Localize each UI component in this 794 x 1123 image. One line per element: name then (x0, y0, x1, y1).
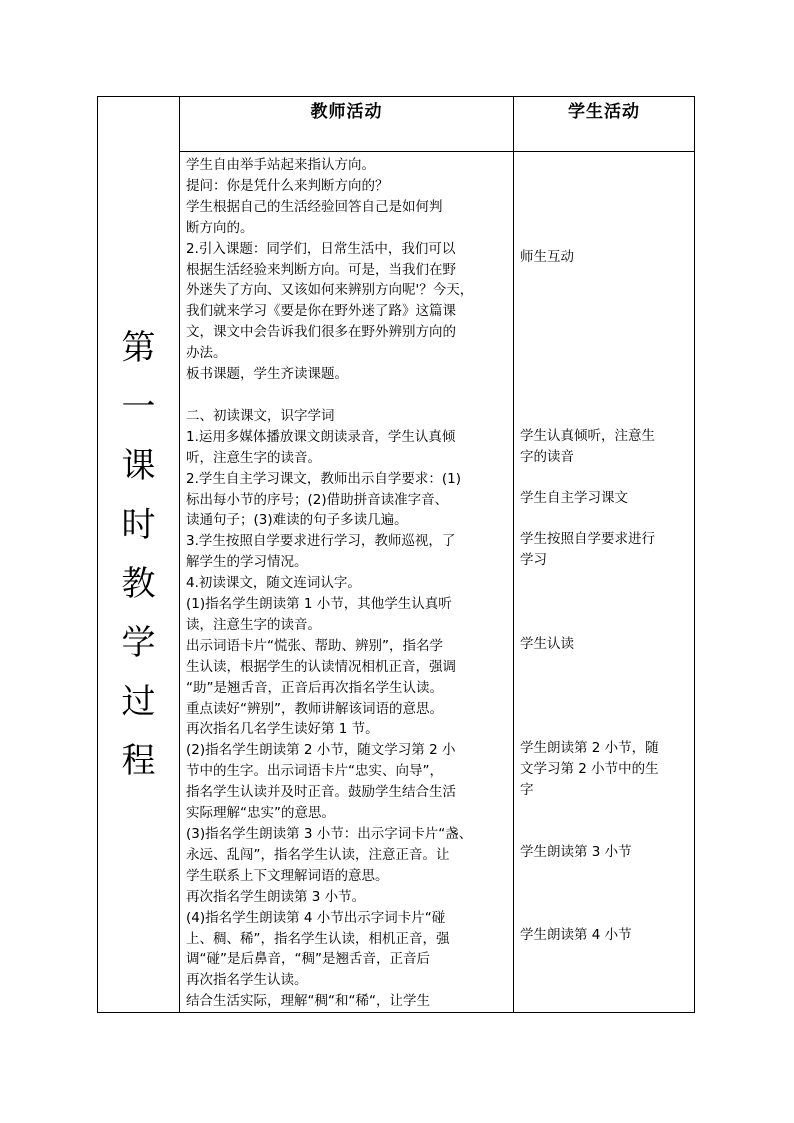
student-activity-line: 学生按照自学要求进行 (520, 531, 655, 547)
student-activity-item (520, 738, 684, 801)
student-activity-line: 文学习第 2 小节中的生 (520, 760, 659, 777)
student-activity-item (520, 925, 684, 946)
side-title-char: 过 (121, 681, 156, 722)
teacher-line (186, 385, 509, 406)
teacher-line: 听，注意生字的读音。 (186, 449, 321, 466)
student-activity-line: 字 (520, 781, 534, 798)
teacher-line: 根据生活经验来判断方向。可是，当我们在野 (186, 261, 456, 278)
teacher-line: 解学生的学习情况。 (186, 554, 308, 571)
side-title-cell (98, 97, 180, 1013)
teacher-line: 再次指名几名学生读好第 1 节。 (186, 721, 379, 738)
student-activity-item (520, 842, 684, 863)
teacher-line: 学生根据自己的生活经验回答自己是如何判 (186, 198, 443, 215)
teacher-line: 学生联系上下文理解词语的意思。 (186, 867, 389, 884)
side-title (119, 319, 159, 791)
teacher-line: 2.引入课题：同学们，日常生活中，我们可以 (186, 240, 456, 257)
teacher-line: 出示词语卡片“慌张、帮助、辨别”，指名学 (186, 637, 443, 654)
teacher-header-cell (180, 97, 514, 152)
teacher-line: 提问：你是凭什么来判断方向的？ (186, 177, 389, 194)
teacher-line: 再次指名学生朗读第 3 小节。 (186, 888, 366, 905)
side-title-char: 时 (121, 504, 156, 545)
teacher-line: 永远、乱闯”，指名学生认读，注意正音。让 (186, 846, 450, 863)
side-title-char: 学 (121, 622, 156, 663)
teacher-line: 上、稠、稀”，指名学生认读，相机正音，强 (186, 930, 450, 947)
teacher-line: 指名学生认读并及时正音。鼓励学生结合生活 (186, 784, 456, 801)
teacher-line: 再次指名学生认读。 (186, 972, 308, 989)
student-activity-item (520, 488, 684, 509)
student-activity-line: 学生朗读第 4 小节 (520, 927, 632, 943)
teacher-line: 生认读，根据学生的认读情况相机正音，强调 (186, 658, 456, 675)
teacher-line: 我们就来学习《要是你在野外迷了路》这篇课 (186, 303, 456, 320)
teacher-line: (3)指名学生朗读第 3 小节：出示字词卡片“盏、 (186, 826, 473, 842)
teacher-line: 重点读好“辨别”，教师讲解该词语的意思。 (186, 700, 443, 717)
side-title-char: 一 (121, 386, 156, 427)
teacher-column-header: 教师活动 (310, 102, 383, 122)
teacher-line: 外迷失了方向、又该如何来辨别方向呢'？今天， (186, 282, 474, 299)
teacher-line: 断方向的。 (186, 219, 254, 236)
teacher-line: 文，课文中会告诉我们很多在野外辨别方向的 (186, 324, 456, 341)
teacher-line: (2)指名学生朗读第 2 小节，随文学习第 2 小 (186, 742, 456, 759)
student-activity-line: 学生自主学习课文 (520, 490, 628, 506)
student-column-header: 学生活动 (568, 102, 640, 122)
side-title-char: 第 (121, 327, 156, 368)
teacher-line: “助”是翘舌音，正音后再次指名学生认读。 (186, 679, 443, 696)
side-title-char: 课 (121, 445, 156, 486)
student-activity-item (520, 247, 684, 268)
teacher-line: 调“碰”是后鼻音，“稠”是翘舌音，正音后 (186, 951, 430, 968)
student-activity-line: 字的读音 (520, 448, 574, 465)
table-body-row (98, 152, 695, 1013)
teacher-line: 节中的生字。出示词语卡片“忠实、向导”， (186, 763, 443, 780)
student-activity-item (520, 426, 684, 468)
student-activity-line: 学生认读 (520, 636, 574, 652)
teacher-line: 结合生活实际，理解“稠“和“稀“，让学生 (186, 993, 430, 1010)
student-activity-line: 师生互动 (520, 249, 574, 265)
student-activity-line: 学生认真倾听，注意生 (520, 428, 655, 444)
student-activity-line: 学生朗读第 3 小节 (520, 844, 632, 860)
teacher-line: 学生自由举手站起来指认方向。 (186, 157, 375, 173)
teacher-line: 3.学生按照自学要求进行学习，教师巡视，了 (186, 533, 456, 550)
teacher-line: 读通句子；(3)难读的句子多读几遍。 (186, 512, 408, 529)
teacher-line: 实际理解“忠实”的意思。 (186, 805, 335, 822)
student-activity-item (520, 634, 684, 655)
table-header-row (98, 97, 695, 152)
teacher-line: (4)指名学生朗读第 4 小节出示字词卡片“碰 (186, 909, 446, 926)
side-title-char: 教 (121, 563, 156, 604)
teacher-activity-cell (180, 152, 514, 1013)
teacher-line: 4.初读课文，随文连词认字。 (186, 575, 361, 592)
teacher-line: 标出每小节的序号；(2)借助拼音读准字音、 (186, 491, 449, 508)
teacher-line: 办法。 (186, 345, 227, 362)
teacher-line: 二、初读课文，识字学词 (186, 407, 335, 424)
student-activity-item (520, 529, 684, 571)
teacher-line: 板书课题，学生齐读课题。 (186, 366, 348, 383)
side-title-char: 程 (121, 740, 156, 781)
teacher-line: 2.学生自主学习课文，教师出示自学要求：(1) (186, 470, 462, 487)
teacher-line: 1.运用多媒体播放课文朗读录音，学生认真倾 (186, 428, 456, 445)
student-header-cell (514, 97, 695, 152)
student-activity-cell (514, 152, 695, 1013)
student-activity-line: 学生朗读第 2 小节，随 (520, 740, 659, 756)
teacher-line: (1)指名学生朗读第 1 小节，其他学生认真听 (186, 596, 452, 613)
lesson-plan-table (97, 96, 695, 1013)
student-activity-line: 学习 (520, 551, 547, 568)
teacher-line: 读，注意生字的读音。 (186, 616, 321, 633)
